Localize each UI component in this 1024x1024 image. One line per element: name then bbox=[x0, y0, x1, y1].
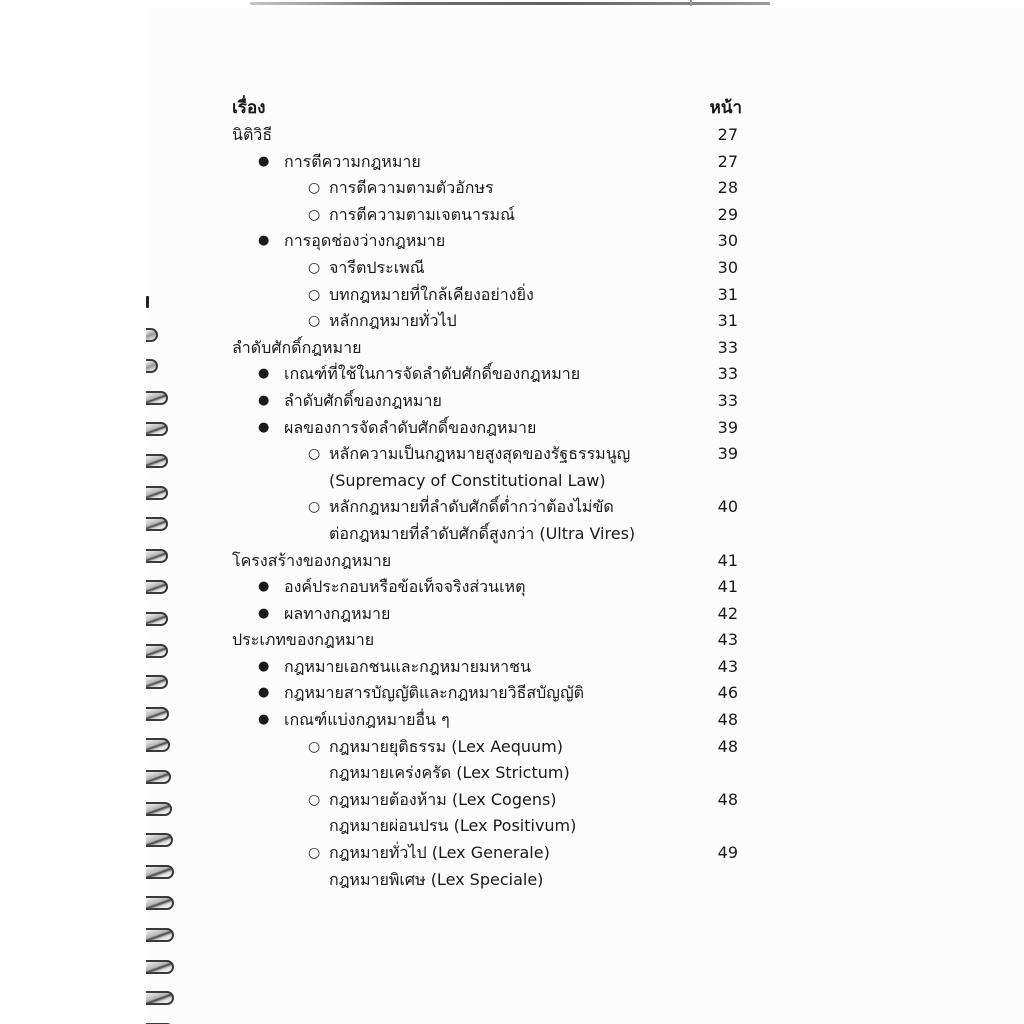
bullet-filled-icon: ● bbox=[258, 579, 270, 595]
toc-entry bbox=[232, 521, 742, 548]
toc-entry-page-number: 43 bbox=[717, 630, 738, 650]
toc-entry-title: กฎหมายผ่อนปรน (Lex Positivum) bbox=[329, 816, 577, 836]
toc-entry-title: การตีความกฎหมาย bbox=[284, 151, 421, 171]
toc-entry-page-number: 29 bbox=[717, 204, 738, 224]
toc-entry-title: กฎหมายพิเศษ (Lex Speciale) bbox=[329, 869, 544, 889]
toc-entry-page-number: 48 bbox=[717, 789, 738, 809]
toc-entry-title: หลักกฎหมายที่ลำดับศักดิ์ต่ำกว่าต้องไม่ขัด bbox=[329, 497, 614, 517]
toc-entry bbox=[232, 840, 742, 867]
toc-entry-page-number: 43 bbox=[717, 656, 738, 676]
spiral-coil-icon bbox=[146, 549, 168, 563]
toc-entry-page-number: 33 bbox=[717, 390, 738, 410]
toc-entry-title: การอุดช่องว่างกฎหมาย bbox=[284, 231, 446, 251]
spiral-coil-icon bbox=[146, 296, 149, 308]
toc-entry-page-number: 33 bbox=[717, 337, 738, 357]
toc-entry-title: ลำดับศักดิ์ของกฎหมาย bbox=[284, 390, 442, 410]
toc-entry-title: เกณฑ์แบ่งกฎหมายอื่น ๆ bbox=[284, 710, 450, 730]
toc-entry-title: องค์ประกอบหรือข้อเท็จจริงส่วนเหตุ bbox=[284, 577, 526, 597]
toc-entry-title: จารีตประเพณี bbox=[329, 257, 425, 277]
toc-entry bbox=[232, 601, 742, 628]
toc-entry bbox=[232, 627, 742, 654]
toc-entry-page-number: 49 bbox=[717, 843, 738, 863]
toc-entry-page-number: 30 bbox=[717, 257, 738, 277]
spiral-binding bbox=[146, 0, 176, 1024]
spiral-coil-icon bbox=[146, 612, 168, 626]
toc-entries bbox=[232, 122, 742, 893]
toc-entry bbox=[232, 122, 742, 149]
bullet-hollow-icon: ○ bbox=[308, 206, 321, 223]
spiral-coil-icon bbox=[146, 833, 173, 847]
toc-entry-title: ต่อกฎหมายที่ลำดับศักดิ์สูงกว่า (Ultra Vires) bbox=[329, 523, 636, 543]
toc-entry-title: เกณฑ์ที่ใช้ในการจัดลำดับศักดิ์ของกฎหมาย bbox=[284, 364, 581, 384]
spiral-coil-icon bbox=[146, 454, 168, 468]
spiral-coil-icon bbox=[146, 644, 168, 658]
bullet-filled-icon: ● bbox=[258, 233, 270, 249]
toc-entry-title: ประเภทของกฎหมาย bbox=[232, 630, 375, 650]
page-top-edge bbox=[250, 2, 770, 5]
bullet-hollow-icon: ○ bbox=[308, 180, 321, 197]
toc-entry-title: ผลของการจัดลำดับศักดิ์ของกฎหมาย bbox=[284, 417, 537, 437]
toc-entry-title: การตีความตามตัวอักษร bbox=[329, 178, 494, 198]
spiral-coil-icon bbox=[146, 486, 168, 500]
toc-entry bbox=[232, 734, 742, 761]
spiral-coil-icon bbox=[146, 422, 168, 436]
toc-entry-title: กฎหมายต้องห้าม (Lex Cogens) bbox=[329, 789, 557, 809]
bullet-filled-icon: ● bbox=[258, 153, 270, 169]
bullet-filled-icon: ● bbox=[258, 392, 270, 408]
toc-entry bbox=[232, 441, 742, 468]
toc-entry-title: กฎหมายทั่วไป (Lex Generale) bbox=[329, 843, 550, 863]
bullet-filled-icon: ● bbox=[258, 419, 270, 435]
spiral-coil-icon bbox=[146, 865, 174, 879]
toc-entry-page-number: 27 bbox=[717, 151, 738, 171]
bullet-hollow-icon: ○ bbox=[308, 499, 321, 516]
bullet-hollow-icon: ○ bbox=[308, 259, 321, 276]
bullet-filled-icon: ● bbox=[258, 605, 270, 621]
spiral-coil-icon bbox=[146, 896, 174, 910]
toc-entry bbox=[232, 228, 742, 255]
bullet-filled-icon: ● bbox=[258, 712, 270, 728]
toc-title-column-label: เรื่อง bbox=[232, 98, 266, 118]
toc-entry-page-number: 39 bbox=[717, 417, 738, 437]
bullet-hollow-icon: ○ bbox=[308, 845, 321, 862]
toc-entry-title: การตีความตามเจตนารมณ์ bbox=[329, 204, 515, 224]
toc-entry bbox=[232, 654, 742, 681]
toc-entry-title: ลำดับศักดิ์กฎหมาย bbox=[232, 337, 362, 357]
bullet-filled-icon: ● bbox=[258, 366, 270, 382]
toc-entry bbox=[232, 707, 742, 734]
toc-entry bbox=[232, 202, 742, 229]
toc-entry-title: กฎหมายสารบัญญัติและกฎหมายวิธีสบัญญัติ bbox=[284, 683, 584, 703]
toc-entry-title: นิติวิธี bbox=[232, 125, 273, 144]
toc-entry bbox=[232, 361, 742, 388]
toc-entry-page-number: 48 bbox=[717, 710, 738, 730]
toc-entry-page-number: 40 bbox=[717, 497, 738, 517]
spiral-coil-icon bbox=[146, 802, 172, 816]
table-of-contents bbox=[232, 92, 742, 893]
toc-entry-title: กฎหมายเอกชนและกฎหมายมหาชน bbox=[284, 656, 531, 676]
toc-entry bbox=[232, 813, 742, 840]
spiral-coil-icon bbox=[146, 928, 174, 942]
toc-entry bbox=[232, 494, 742, 521]
toc-entry bbox=[232, 680, 742, 707]
toc-entry bbox=[232, 574, 742, 601]
toc-header bbox=[232, 92, 742, 122]
toc-entry bbox=[232, 149, 742, 176]
toc-entry-title: บทกฎหมายที่ใกล้เคียงอย่างยิ่ง bbox=[329, 284, 534, 304]
toc-entry bbox=[232, 867, 742, 894]
bullet-hollow-icon: ○ bbox=[308, 313, 321, 330]
spiral-coil-icon bbox=[146, 770, 171, 784]
toc-entry-title: โครงสร้างของกฎหมาย bbox=[232, 550, 392, 570]
toc-entry-page-number: 31 bbox=[717, 284, 738, 304]
spiral-coil-icon bbox=[146, 391, 168, 405]
toc-entry-page-number: 31 bbox=[717, 311, 738, 331]
spiral-coil-icon bbox=[146, 991, 174, 1005]
toc-entry-page-number: 41 bbox=[717, 577, 738, 597]
toc-entry-title: กฎหมายยุติธรรม (Lex Aequum) bbox=[329, 736, 563, 756]
toc-entry bbox=[232, 548, 742, 575]
spiral-coil-icon bbox=[146, 328, 158, 342]
toc-entry bbox=[232, 308, 742, 335]
spiral-coil-icon bbox=[146, 675, 168, 689]
toc-entry-page-number: 46 bbox=[717, 683, 738, 703]
toc-entry-page-number: 33 bbox=[717, 364, 738, 384]
toc-entry-page-number: 30 bbox=[717, 231, 738, 251]
toc-entry-page-number: 27 bbox=[717, 125, 738, 144]
bullet-filled-icon: ● bbox=[258, 685, 270, 701]
toc-entry-page-number: 39 bbox=[717, 444, 738, 464]
toc-entry bbox=[232, 255, 742, 282]
bullet-hollow-icon: ○ bbox=[308, 791, 321, 808]
toc-page-column-label: หน้า bbox=[709, 98, 742, 118]
toc-entry bbox=[232, 388, 742, 415]
toc-entry bbox=[232, 282, 742, 309]
toc-entry-page-number: 28 bbox=[717, 178, 738, 198]
toc-entry-page-number: 41 bbox=[717, 550, 738, 570]
spiral-coil-icon bbox=[146, 580, 168, 594]
toc-entry-page-number: 42 bbox=[717, 603, 738, 623]
toc-entry-title: ผลทางกฎหมาย bbox=[284, 603, 391, 623]
bullet-hollow-icon: ○ bbox=[308, 446, 321, 463]
toc-entry-title: หลักความเป็นกฎหมายสูงสุดของรัฐธรรมนูญ bbox=[329, 444, 631, 464]
toc-entry-title: กฎหมายเคร่งครัด (Lex Strictum) bbox=[329, 763, 570, 783]
toc-entry bbox=[232, 468, 742, 495]
spiral-coil-icon bbox=[146, 960, 174, 974]
toc-entry bbox=[232, 335, 742, 362]
toc-entry bbox=[232, 787, 742, 814]
toc-entry-title: หลักกฎหมายทั่วไป bbox=[329, 311, 457, 331]
toc-entry bbox=[232, 760, 742, 787]
toc-entry-page-number: 48 bbox=[717, 736, 738, 756]
bullet-filled-icon: ● bbox=[258, 658, 270, 674]
bullet-hollow-icon: ○ bbox=[308, 738, 321, 755]
spiral-coil-icon bbox=[146, 517, 168, 531]
toc-entry bbox=[232, 175, 742, 202]
page-top-edge-mark bbox=[690, 0, 692, 6]
spiral-coil-icon bbox=[146, 359, 158, 373]
toc-entry-title: (Supremacy of Constitutional Law) bbox=[329, 470, 606, 490]
spiral-coil-icon bbox=[146, 707, 169, 721]
toc-entry bbox=[232, 415, 742, 442]
bullet-hollow-icon: ○ bbox=[308, 286, 321, 303]
spiral-coil-icon bbox=[146, 738, 170, 752]
